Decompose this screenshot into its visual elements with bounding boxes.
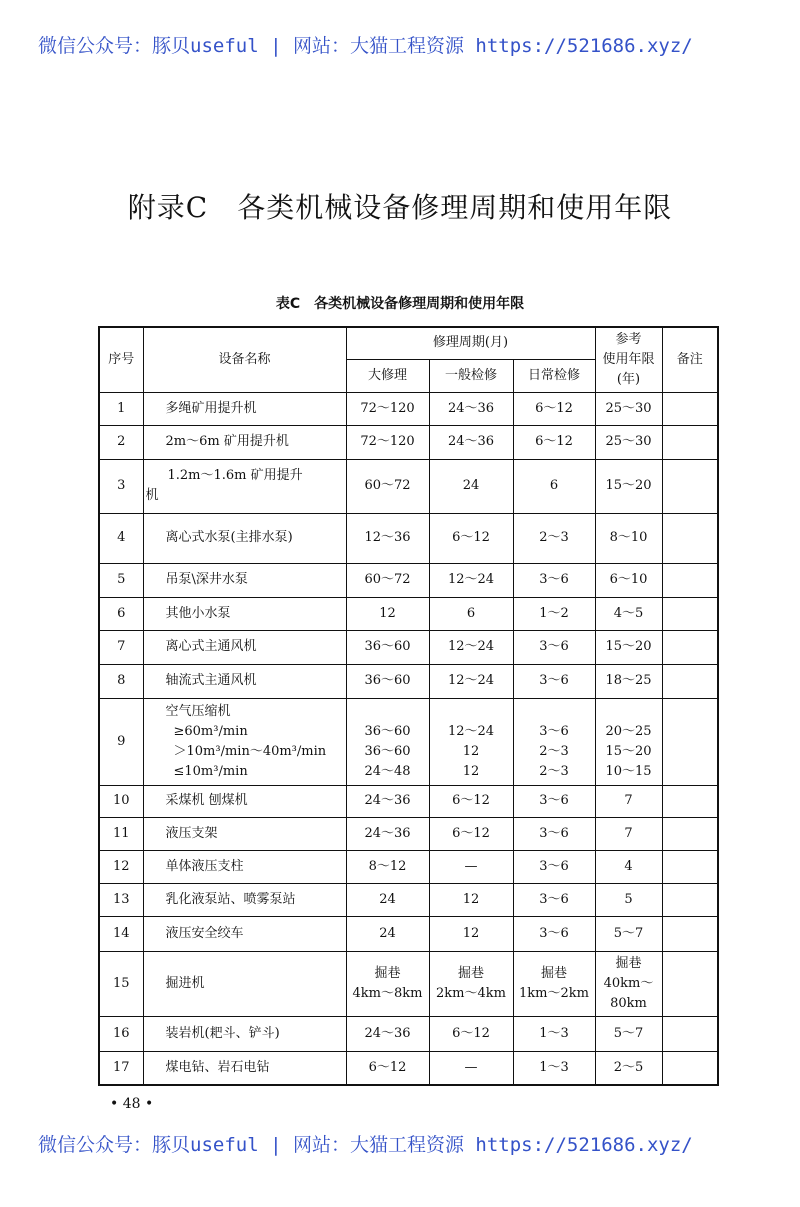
cell-major-repair [346, 883, 429, 916]
cell-service-life-line: 15～20 [605, 639, 652, 654]
cell-service-life [595, 597, 662, 630]
cell-service-life [595, 916, 662, 951]
cell-daily-repair-line [516, 702, 593, 722]
cell-service-life [595, 513, 662, 563]
cell-remarks [662, 392, 718, 425]
table-row [99, 1016, 718, 1051]
table-row [99, 392, 718, 425]
cell-name-line: 液压安全绞车 [165, 925, 244, 941]
cell-major-repair [346, 664, 429, 698]
header-name: 设备名称 [143, 327, 346, 392]
cell-general-repair-line: — [464, 1059, 478, 1075]
cell-index: 9 [99, 698, 143, 785]
cell-remarks [662, 630, 718, 664]
cell-name-line: 吊泵\深井水泵 [165, 572, 248, 587]
cell-index: 3 [99, 459, 143, 513]
cell-name-line: 其他小水泵 [165, 605, 231, 621]
cell-general-repair-line: 24 [462, 478, 480, 493]
cell-name [143, 392, 346, 425]
cell-index: 15 [99, 951, 143, 1016]
cell-service-life-line: 15～20 [605, 478, 652, 493]
cell-major-repair [346, 597, 429, 630]
cell-name [143, 459, 346, 513]
cell-daily-repair-line: 3～6 [539, 793, 569, 808]
cell-index: 1 [99, 392, 143, 425]
cell-major-repair-line: 60～72 [364, 572, 411, 587]
cell-general-repair [429, 698, 513, 785]
cell-major-repair-line: 36～60 [364, 673, 411, 688]
cell-daily-repair-line: 3～6 [539, 723, 569, 739]
cell-name-line: 1.2m～1.6m 矿用提升 [167, 468, 303, 483]
cell-general-repair-line: 12～24 [447, 723, 495, 739]
cell-remarks [662, 664, 718, 698]
cell-daily-repair [513, 425, 595, 459]
cell-remarks [662, 883, 718, 916]
cell-remarks [662, 1016, 718, 1051]
cell-name-line: 乳化液泵站、喷雾泵站 [165, 891, 296, 907]
cell-daily-repair [513, 698, 595, 785]
cell-general-repair-line: 6 [466, 605, 476, 621]
cell-remarks [662, 785, 718, 817]
cell-name-line: 装岩机(耙斗、铲斗) [165, 1025, 280, 1041]
cell-name [143, 563, 346, 597]
table-row [99, 513, 718, 563]
cell-remarks [662, 425, 718, 459]
cell-remarks [662, 597, 718, 630]
table-row [99, 883, 718, 916]
cell-service-life-line: 7 [624, 825, 633, 841]
cell-service-life-line: 4 [624, 858, 633, 874]
cell-service-life [595, 425, 662, 459]
table-row [99, 698, 718, 785]
cell-major-repair-line: 24～36 [364, 793, 411, 808]
cell-daily-repair [513, 597, 595, 630]
cell-remarks [662, 698, 718, 785]
cell-daily-repair-line: 6～12 [535, 400, 573, 416]
cell-daily-repair [513, 513, 595, 563]
cell-daily-repair-line: 3～6 [539, 925, 569, 941]
cell-general-repair [429, 563, 513, 597]
cell-index: 17 [99, 1051, 143, 1085]
table-row [99, 951, 718, 1016]
cell-general-repair [429, 883, 513, 916]
cell-major-repair [346, 425, 429, 459]
cell-service-life-line: 2～5 [613, 1059, 644, 1075]
cell-name-line: 2m～6m 矿用提升机 [165, 434, 289, 449]
cell-daily-repair-line: 3～6 [539, 858, 569, 874]
cell-service-life-line: 4～5 [613, 605, 644, 621]
page-number: • 48 • [110, 1096, 154, 1112]
cell-daily-repair [513, 459, 595, 513]
cell-daily-repair-line: 掘巷 [540, 965, 567, 981]
cell-general-repair-line: 6～12 [452, 793, 490, 808]
cell-general-repair-line: 2km～4km [436, 985, 506, 1001]
cell-remarks [662, 1051, 718, 1085]
cell-general-repair [429, 951, 513, 1016]
cell-name-line: 离心式水泵(主排水泵) [165, 530, 293, 545]
cell-name [143, 664, 346, 698]
cell-general-repair-line: 6～12 [452, 825, 490, 841]
cell-index: 14 [99, 916, 143, 951]
cell-daily-repair-line: 3～6 [539, 825, 569, 841]
cell-daily-repair [513, 850, 595, 883]
cell-major-repair-line: 72～120 [360, 434, 415, 449]
cell-general-repair-line: — [464, 858, 478, 874]
cell-major-repair-line: 12～36 [364, 530, 411, 545]
cell-service-life-line: 7 [624, 793, 633, 808]
cell-name [143, 785, 346, 817]
cell-service-life [595, 630, 662, 664]
cell-name [143, 425, 346, 459]
cell-name [143, 817, 346, 850]
cell-service-life-line [598, 702, 660, 722]
table-row [99, 916, 718, 951]
cell-major-repair [346, 916, 429, 951]
cell-major-repair [346, 698, 429, 785]
cell-remarks [662, 459, 718, 513]
cell-index: 6 [99, 597, 143, 630]
cell-name [143, 916, 346, 951]
cell-general-repair [429, 1051, 513, 1085]
cell-name-line: 液压支架 [165, 825, 218, 841]
cell-service-life [595, 951, 662, 1016]
cell-name-line: 离心式主通风机 [165, 639, 257, 654]
table-row [99, 630, 718, 664]
cell-name [143, 630, 346, 664]
cell-general-repair [429, 513, 513, 563]
cell-daily-repair [513, 951, 595, 1016]
cell-index: 4 [99, 513, 143, 563]
cell-general-repair-line: 掘巷 [457, 965, 484, 981]
cell-major-repair [346, 513, 429, 563]
cell-daily-repair-line: 3～6 [539, 639, 569, 654]
cell-general-repair-line: 6～12 [452, 530, 490, 545]
table-caption: 表C 各类机械设备修理周期和使用年限 [275, 296, 525, 312]
cell-remarks [662, 563, 718, 597]
cell-service-life [595, 698, 662, 785]
cell-service-life [595, 785, 662, 817]
cell-major-repair-line [349, 702, 427, 722]
cell-daily-repair [513, 883, 595, 916]
cell-name-line: 煤电钻、岩石电钻 [165, 1059, 270, 1075]
header-daily: 日常检修 [513, 359, 595, 392]
cell-index: 7 [99, 630, 143, 664]
cell-daily-repair-line: 1～3 [539, 1059, 569, 1075]
cell-general-repair [429, 425, 513, 459]
cell-general-repair [429, 1016, 513, 1051]
cell-general-repair [429, 630, 513, 664]
cell-daily-repair-line: 3～6 [539, 891, 569, 907]
cell-major-repair [346, 1016, 429, 1051]
cell-major-repair-line: 24～36 [364, 1025, 411, 1041]
cell-general-repair [429, 850, 513, 883]
cell-service-life [595, 883, 662, 916]
cell-major-repair [346, 785, 429, 817]
cell-index: 5 [99, 563, 143, 597]
cell-general-repair [429, 664, 513, 698]
table-row [99, 850, 718, 883]
cell-daily-repair-line: 3～6 [539, 572, 569, 587]
table-row [99, 785, 718, 817]
cell-service-life-line: 8～10 [609, 530, 648, 545]
cell-name [143, 1016, 346, 1051]
cell-major-repair-line: 24～48 [364, 763, 411, 779]
cell-name [143, 597, 346, 630]
header-life-3: (年) [616, 371, 641, 387]
table-row [99, 664, 718, 698]
cell-name [143, 883, 346, 916]
cell-major-repair-line: 24～36 [364, 825, 411, 841]
cell-major-repair [346, 951, 429, 1016]
cell-daily-repair-line: 1～2 [539, 605, 569, 621]
maintenance-table [98, 326, 719, 1086]
cell-major-repair [346, 817, 429, 850]
cell-daily-repair [513, 1016, 595, 1051]
appendix-title: 附录C 各类机械设备修理周期和使用年限 [127, 191, 673, 224]
cell-service-life [595, 1051, 662, 1085]
header-life-2: 使用年限 [602, 351, 655, 367]
cell-major-repair-line: 36～60 [364, 723, 411, 739]
watermark-bottom: 微信公众号：豚贝useful | 网站：大猫工程资源 https://521686.xyz/ [38, 1134, 693, 1156]
cell-general-repair [429, 785, 513, 817]
cell-service-life [595, 392, 662, 425]
cell-index: 8 [99, 664, 143, 698]
cell-remarks [662, 916, 718, 951]
cell-general-repair-line: 12 [462, 925, 480, 941]
cell-general-repair-line: 12 [462, 891, 480, 907]
cell-service-life-line: 80km [610, 995, 647, 1011]
cell-remarks [662, 817, 718, 850]
cell-daily-repair-line: 2～3 [539, 530, 569, 545]
header-life-1: 参考 [615, 331, 642, 347]
cell-major-repair [346, 563, 429, 597]
cell-daily-repair-line: 1km～2km [519, 985, 589, 1001]
cell-major-repair [346, 1051, 429, 1085]
cell-major-repair-line: 24 [379, 891, 396, 907]
cell-major-repair-line: 60～72 [364, 478, 411, 493]
cell-daily-repair-line: 2～3 [539, 743, 569, 759]
cell-service-life-line: 15～20 [605, 743, 652, 759]
cell-name-line: 机 [145, 488, 159, 503]
cell-service-life-line: 5 [624, 891, 633, 907]
cell-service-life [595, 817, 662, 850]
cell-daily-repair [513, 664, 595, 698]
cell-daily-repair-line: 3～6 [539, 673, 569, 688]
cell-name-line: 采煤机 刨煤机 [165, 793, 248, 808]
cell-name [143, 850, 346, 883]
cell-major-repair-line: 掘巷 [374, 965, 401, 981]
cell-service-life [595, 459, 662, 513]
cell-name-line: 单体液压支柱 [165, 858, 244, 874]
cell-name-line: 空气压缩机 [165, 703, 231, 719]
cell-service-life-line: 5～7 [613, 925, 644, 941]
cell-major-repair [346, 630, 429, 664]
header-life [595, 327, 662, 392]
cell-index: 13 [99, 883, 143, 916]
table-row [99, 597, 718, 630]
cell-daily-repair [513, 630, 595, 664]
cell-name-line: 掘进机 [165, 975, 205, 991]
cell-name [143, 513, 346, 563]
cell-index: 16 [99, 1016, 143, 1051]
cell-daily-repair [513, 563, 595, 597]
cell-daily-repair [513, 1051, 595, 1085]
header-cycle: 修理周期(月) [346, 327, 595, 359]
cell-daily-repair-line: 2～3 [539, 763, 569, 779]
cell-index: 11 [99, 817, 143, 850]
cell-service-life-line: 5～7 [613, 1025, 644, 1041]
cell-service-life-line: 40km～ [603, 975, 654, 991]
cell-service-life-line: 18～25 [605, 673, 652, 688]
cell-index: 2 [99, 425, 143, 459]
cell-service-life [595, 563, 662, 597]
cell-daily-repair-line: 6 [549, 478, 559, 493]
table-row [99, 425, 718, 459]
header-remarks: 备注 [662, 327, 718, 392]
table-row [99, 563, 718, 597]
header-general: 一般检修 [429, 359, 513, 392]
cell-remarks [662, 513, 718, 563]
cell-general-repair [429, 916, 513, 951]
table-row [99, 817, 718, 850]
cell-name [143, 951, 346, 1016]
cell-general-repair-line: 24～36 [447, 400, 495, 416]
cell-service-life-line: 20～25 [605, 723, 652, 739]
cell-daily-repair [513, 916, 595, 951]
cell-service-life-line: 6～10 [609, 572, 648, 587]
cell-general-repair-line: 12～24 [447, 572, 495, 587]
cell-major-repair-line: 6～12 [368, 1059, 407, 1075]
cell-name-line: 多绳矿用提升机 [165, 400, 257, 416]
cell-major-repair [346, 850, 429, 883]
cell-daily-repair [513, 392, 595, 425]
cell-general-repair [429, 817, 513, 850]
cell-service-life [595, 1016, 662, 1051]
cell-general-repair [429, 459, 513, 513]
cell-general-repair-line: 24～36 [447, 434, 495, 449]
cell-name-line: 轴流式主通风机 [165, 673, 257, 688]
cell-major-repair-line: 8～12 [368, 858, 407, 874]
cell-daily-repair-line: 6～12 [535, 434, 573, 449]
cell-general-repair-line: 6～12 [452, 1025, 490, 1041]
cell-service-life [595, 664, 662, 698]
cell-daily-repair [513, 785, 595, 817]
cell-index: 10 [99, 785, 143, 817]
watermark-top: 微信公众号：豚贝useful | 网站：大猫工程资源 https://521686.xyz/ [38, 35, 693, 57]
cell-service-life-line: 10～15 [605, 763, 652, 779]
cell-major-repair [346, 459, 429, 513]
table-row [99, 459, 718, 513]
cell-remarks [662, 850, 718, 883]
cell-major-repair-line: 24 [379, 925, 396, 941]
cell-index: 12 [99, 850, 143, 883]
cell-major-repair-line: 72～120 [360, 400, 415, 416]
cell-general-repair [429, 597, 513, 630]
cell-major-repair-line: 36～60 [364, 743, 411, 759]
cell-general-repair [429, 392, 513, 425]
cell-service-life-line: 25～30 [605, 434, 652, 449]
cell-name [143, 1051, 346, 1085]
table-row [99, 1051, 718, 1085]
cell-service-life-line: 掘巷 [615, 955, 642, 971]
cell-remarks [662, 951, 718, 1016]
cell-general-repair-line: 12～24 [447, 639, 495, 654]
cell-service-life [595, 850, 662, 883]
cell-name-line: ≥60m³/min [173, 723, 248, 739]
cell-daily-repair [513, 817, 595, 850]
cell-general-repair-line: 12 [462, 743, 480, 759]
cell-general-repair-line: 12 [462, 763, 480, 779]
header-index: 序号 [99, 327, 143, 392]
cell-general-repair-line [432, 702, 511, 722]
cell-service-life-line: 25～30 [605, 400, 652, 416]
header-major: 大修理 [346, 359, 429, 392]
cell-general-repair-line: 12～24 [447, 673, 495, 688]
cell-name-line: ≤10m³/min [173, 763, 248, 779]
cell-major-repair-line: 12 [379, 605, 396, 621]
cell-major-repair-line: 4km～8km [352, 985, 423, 1001]
cell-name [143, 698, 346, 785]
cell-major-repair-line: 36～60 [364, 639, 411, 654]
cell-major-repair [346, 392, 429, 425]
cell-name-line: ＞10m³/min～40m³/min [173, 743, 327, 759]
cell-daily-repair-line: 1～3 [539, 1025, 569, 1041]
